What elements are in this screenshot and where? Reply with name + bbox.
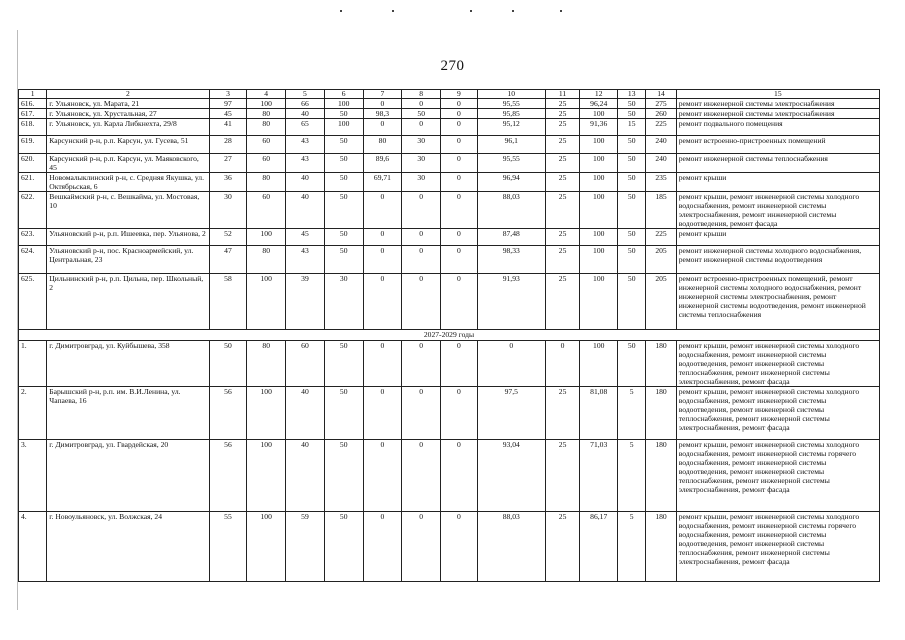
- cell-c4: 80: [247, 173, 286, 192]
- cell-c11: 25: [545, 387, 580, 440]
- cell-works: ремонт инженерной системы электроснабжения: [676, 109, 879, 119]
- cell-c10: 0: [477, 341, 545, 387]
- cell-c6: 50: [324, 136, 363, 154]
- cell-c3: 36: [209, 173, 247, 192]
- column-number-1: 1: [19, 90, 47, 99]
- cell-c8: 50: [402, 109, 441, 119]
- cell-c9: 0: [441, 440, 478, 512]
- cell-c5: 40: [286, 109, 325, 119]
- cell-c4: 80: [247, 246, 286, 274]
- cell-c14: 180: [646, 440, 676, 512]
- cell-c12: 100: [580, 154, 618, 173]
- cell-number: 624.: [19, 246, 47, 274]
- column-number-11: 11: [545, 90, 580, 99]
- cell-c8: 30: [402, 154, 441, 173]
- cell-c10: 95,55: [477, 99, 545, 109]
- cell-c7: 0: [363, 192, 402, 229]
- cell-c8: 0: [402, 229, 441, 246]
- column-number-12: 12: [580, 90, 618, 99]
- column-number-4: 4: [247, 90, 286, 99]
- cell-c14: 205: [646, 274, 676, 330]
- cell-c10: 91,93: [477, 274, 545, 330]
- cell-works: ремонт крыши, ремонт инженерной системы холодного водоснабжения, ремонт инженерной системы водоотведения, ремонт инженерной системы теплоснабжения, ремонт инженерной системы электроснабжения, ремонт фасада: [676, 341, 879, 387]
- cell-c14: 225: [646, 229, 676, 246]
- cell-c12: 86,17: [580, 512, 618, 582]
- cell-c7: 0: [363, 440, 402, 512]
- table-row: [19, 154, 880, 173]
- cell-c8: 0: [402, 274, 441, 330]
- cell-c5: 40: [286, 173, 325, 192]
- cell-c8: 0: [402, 387, 441, 440]
- cell-c14: 205: [646, 246, 676, 274]
- cell-c11: 25: [545, 440, 580, 512]
- cell-c6: 50: [324, 246, 363, 274]
- cell-c14: 180: [646, 341, 676, 387]
- column-number-7: 7: [363, 90, 402, 99]
- cell-c13: 15: [618, 119, 646, 136]
- table-row: [19, 387, 880, 440]
- cell-c8: 0: [402, 246, 441, 274]
- cell-c5: 39: [286, 274, 325, 330]
- cell-c5: 45: [286, 229, 325, 246]
- section-title: 2027-2029 годы: [19, 330, 880, 341]
- cell-c13: 50: [618, 173, 646, 192]
- cell-c4: 80: [247, 109, 286, 119]
- cell-address: г. Димитровград, ул. Гвардейская, 20: [47, 440, 209, 512]
- table-row: [19, 173, 880, 192]
- cell-c4: 60: [247, 192, 286, 229]
- section-row: [19, 330, 880, 341]
- cell-c9: 0: [441, 512, 478, 582]
- cell-c5: 43: [286, 136, 325, 154]
- column-number-row: [19, 90, 880, 99]
- cell-number: 622.: [19, 192, 47, 229]
- cell-number: 4.: [19, 512, 47, 582]
- cell-c5: 59: [286, 512, 325, 582]
- cell-works: ремонт встроенно-пристроенных помещений, ремонт инженерной системы холодного водоснабжения, ремонт инженерной системы электроснабжения, ремонт инженерной системы водоотведения, ремонт инженерной системы теплоснабжения: [676, 274, 879, 330]
- table-row: [19, 109, 880, 119]
- cell-number: 623.: [19, 229, 47, 246]
- cell-c3: 52: [209, 229, 247, 246]
- cell-c13: 50: [618, 109, 646, 119]
- cell-c10: 87,48: [477, 229, 545, 246]
- cell-c13: 50: [618, 154, 646, 173]
- cell-c3: 55: [209, 512, 247, 582]
- cell-c6: 50: [324, 154, 363, 173]
- cell-number: 1.: [19, 341, 47, 387]
- cell-c4: 100: [247, 440, 286, 512]
- cell-c13: 50: [618, 341, 646, 387]
- cell-c11: 25: [545, 99, 580, 109]
- cell-c5: 40: [286, 387, 325, 440]
- cell-c9: 0: [441, 274, 478, 330]
- table-row: [19, 512, 880, 582]
- cell-c11: 25: [545, 246, 580, 274]
- cell-c3: 50: [209, 341, 247, 387]
- registry-body: [19, 90, 880, 582]
- cell-c5: 65: [286, 119, 325, 136]
- column-number-13: 13: [618, 90, 646, 99]
- cell-c14: 240: [646, 136, 676, 154]
- registry-table: [18, 89, 880, 582]
- cell-c11: 25: [545, 154, 580, 173]
- cell-works: ремонт подвального помещения: [676, 119, 879, 136]
- cell-c8: 0: [402, 512, 441, 582]
- cell-c4: 60: [247, 154, 286, 173]
- cell-number: 618.: [19, 119, 47, 136]
- cell-c6: 30: [324, 274, 363, 330]
- cell-c14: 235: [646, 173, 676, 192]
- cell-c14: 260: [646, 109, 676, 119]
- cell-number: 619.: [19, 136, 47, 154]
- cell-c7: 0: [363, 387, 402, 440]
- cell-c12: 96,24: [580, 99, 618, 109]
- cell-c7: 0: [363, 99, 402, 109]
- page-number: 270: [440, 58, 465, 74]
- column-number-8: 8: [402, 90, 441, 99]
- cell-c6: 50: [324, 440, 363, 512]
- cell-c9: 0: [441, 109, 478, 119]
- cell-c14: 225: [646, 119, 676, 136]
- cell-c4: 100: [247, 229, 286, 246]
- cell-c13: 50: [618, 136, 646, 154]
- cell-works: ремонт крыши: [676, 229, 879, 246]
- cell-c12: 81,08: [580, 387, 618, 440]
- table-row: [19, 99, 880, 109]
- cell-c10: 96,1: [477, 136, 545, 154]
- cell-address: Карсунский р-н, р.п. Карсун, ул. Гусева, 51: [47, 136, 209, 154]
- cell-c12: 100: [580, 109, 618, 119]
- cell-c9: 0: [441, 246, 478, 274]
- cell-works: ремонт встроенно-пристроенных помещений: [676, 136, 879, 154]
- cell-number: 2.: [19, 387, 47, 440]
- cell-c6: 50: [324, 173, 363, 192]
- cell-c7: 98,3: [363, 109, 402, 119]
- cell-c10: 88,03: [477, 192, 545, 229]
- cell-c14: 185: [646, 192, 676, 229]
- cell-c4: 100: [247, 274, 286, 330]
- cell-c3: 58: [209, 274, 247, 330]
- cell-c14: 180: [646, 512, 676, 582]
- cell-c3: 97: [209, 99, 247, 109]
- cell-c12: 100: [580, 173, 618, 192]
- cell-c4: 60: [247, 136, 286, 154]
- cell-c6: 100: [324, 119, 363, 136]
- cell-c11: 25: [545, 119, 580, 136]
- cell-c13: 5: [618, 440, 646, 512]
- cell-c5: 43: [286, 154, 325, 173]
- cell-c6: 50: [324, 512, 363, 582]
- cell-c12: 71,03: [580, 440, 618, 512]
- column-number-5: 5: [286, 90, 325, 99]
- cell-c3: 41: [209, 119, 247, 136]
- cell-c9: 0: [441, 154, 478, 173]
- cell-c10: 95,55: [477, 154, 545, 173]
- cell-number: 617.: [19, 109, 47, 119]
- cell-c14: 240: [646, 154, 676, 173]
- cell-c13: 5: [618, 387, 646, 440]
- cell-c9: 0: [441, 192, 478, 229]
- cell-c12: 100: [580, 274, 618, 330]
- column-number-2: 2: [47, 90, 209, 99]
- cell-c10: 95,12: [477, 119, 545, 136]
- cell-c12: 100: [580, 341, 618, 387]
- cell-address: Барышский р-н, р.п. им. В.И.Ленина, ул. Чапаева, 16: [47, 387, 209, 440]
- cell-works: ремонт крыши, ремонт инженерной системы холодного водоснабжения, ремонт инженерной системы электроснабжения, ремонт инженерной системы водоотведения, ремонт фасада: [676, 192, 879, 229]
- cell-c3: 28: [209, 136, 247, 154]
- table-row: [19, 119, 880, 136]
- cell-number: 620.: [19, 154, 47, 173]
- cell-c7: 0: [363, 229, 402, 246]
- cell-c5: 40: [286, 440, 325, 512]
- cell-address: Карсунский р-н, р.п. Карсун, ул. Маяковского, 45: [47, 154, 209, 173]
- cell-number: 621.: [19, 173, 47, 192]
- column-number-6: 6: [324, 90, 363, 99]
- cell-c9: 0: [441, 229, 478, 246]
- cell-c7: 0: [363, 512, 402, 582]
- cell-c11: 25: [545, 274, 580, 330]
- cell-address: г. Ульяновск, ул. Хрустальная, 27: [47, 109, 209, 119]
- cell-c7: 0: [363, 119, 402, 136]
- cell-c4: 100: [247, 99, 286, 109]
- cell-c10: 96,94: [477, 173, 545, 192]
- cell-c7: 89,6: [363, 154, 402, 173]
- cell-c12: 100: [580, 229, 618, 246]
- cell-c3: 27: [209, 154, 247, 173]
- column-number-10: 10: [477, 90, 545, 99]
- cell-c11: 25: [545, 109, 580, 119]
- cell-c8: 0: [402, 440, 441, 512]
- cell-number: 3.: [19, 440, 47, 512]
- cell-number: 625.: [19, 274, 47, 330]
- cell-c3: 56: [209, 387, 247, 440]
- cell-c6: 50: [324, 387, 363, 440]
- cell-address: Вешкаймский р-н, с. Вешкайма, ул. Мостовая, 10: [47, 192, 209, 229]
- cell-c13: 50: [618, 192, 646, 229]
- cell-c10: 97,5: [477, 387, 545, 440]
- cell-works: ремонт крыши, ремонт инженерной системы холодного водоснабжения, ремонт инженерной системы горячего водоснабжения, ремонт инженерной системы водоотведения, ремонт инженерной системы теплоснабжения, ремонт инженерной системы электроснабжения, ремонт фасада: [676, 440, 879, 512]
- cell-c6: 50: [324, 192, 363, 229]
- cell-address: г. Ульяновск, ул. Марата, 21: [47, 99, 209, 109]
- cell-address: г. Новоульяновск, ул. Волжская, 24: [47, 512, 209, 582]
- cell-c6: 50: [324, 109, 363, 119]
- cell-c9: 0: [441, 173, 478, 192]
- cell-c9: 0: [441, 99, 478, 109]
- column-number-15: 15: [676, 90, 879, 99]
- cell-c5: 40: [286, 192, 325, 229]
- cell-c13: 50: [618, 246, 646, 274]
- cell-c8: 0: [402, 341, 441, 387]
- cell-c7: 69,71: [363, 173, 402, 192]
- cell-c12: 91,36: [580, 119, 618, 136]
- column-number-14: 14: [646, 90, 676, 99]
- cell-c11: 25: [545, 229, 580, 246]
- cell-c11: 25: [545, 136, 580, 154]
- cell-c5: 66: [286, 99, 325, 109]
- cell-c10: 95,85: [477, 109, 545, 119]
- cell-works: ремонт инженерной системы теплоснабжения: [676, 154, 879, 173]
- cell-c10: 88,03: [477, 512, 545, 582]
- cell-number: 616.: [19, 99, 47, 109]
- cell-works: ремонт крыши, ремонт инженерной системы холодного водоснабжения, ремонт инженерной системы горячего водоснабжения, ремонт инженерной системы водоотведения, ремонт инженерной системы теплоснабжения, ремонт инженерной системы электроснабжения, ремонт фасада: [676, 512, 879, 582]
- cell-c6: 50: [324, 341, 363, 387]
- cell-c4: 100: [247, 387, 286, 440]
- cell-c14: 275: [646, 99, 676, 109]
- cell-c3: 45: [209, 109, 247, 119]
- cell-works: ремонт крыши, ремонт инженерной системы холодного водоснабжения, ремонт инженерной системы водоотведения, ремонт инженерной системы теплоснабжения, ремонт инженерной системы электроснабжения, ремонт фасада: [676, 387, 879, 440]
- cell-c4: 100: [247, 512, 286, 582]
- cell-c11: 0: [545, 341, 580, 387]
- cell-c5: 60: [286, 341, 325, 387]
- table-row: [19, 274, 880, 330]
- cell-address: г. Димитровград, ул. Куйбышева, 358: [47, 341, 209, 387]
- cell-c9: 0: [441, 136, 478, 154]
- cell-c6: 100: [324, 99, 363, 109]
- cell-works: ремонт инженерной системы электроснабжения: [676, 99, 879, 109]
- cell-c12: 100: [580, 246, 618, 274]
- cell-works: ремонт крыши: [676, 173, 879, 192]
- cell-c4: 80: [247, 119, 286, 136]
- cell-c12: 100: [580, 192, 618, 229]
- cell-c9: 0: [441, 119, 478, 136]
- cell-works: ремонт инженерной системы холодного водоснабжения, ремонт инженерной системы водоотведения: [676, 246, 879, 274]
- cell-c5: 43: [286, 246, 325, 274]
- cell-c10: 93,04: [477, 440, 545, 512]
- cell-c8: 0: [402, 192, 441, 229]
- cell-c8: 30: [402, 173, 441, 192]
- table-row: [19, 341, 880, 387]
- cell-c13: 5: [618, 512, 646, 582]
- scan-artifacts: [0, 0, 905, 12]
- cell-address: Цильнинский р-н, р.п. Цильна, пер. Школьный, 2: [47, 274, 209, 330]
- cell-c7: 0: [363, 246, 402, 274]
- cell-c7: 0: [363, 274, 402, 330]
- cell-c8: 30: [402, 136, 441, 154]
- cell-c4: 80: [247, 341, 286, 387]
- cell-address: Новомалыклинский р-н, с. Средняя Якушка, ул. Октябрьская, 6: [47, 173, 209, 192]
- cell-c6: 50: [324, 229, 363, 246]
- cell-c7: 0: [363, 341, 402, 387]
- cell-c8: 0: [402, 99, 441, 109]
- column-number-3: 3: [209, 90, 247, 99]
- cell-address: Ульяновский р-н, пос. Красноармейский, ул. Центральная, 23: [47, 246, 209, 274]
- table-row: [19, 246, 880, 274]
- cell-c13: 50: [618, 229, 646, 246]
- table-row: [19, 440, 880, 512]
- table-row: [19, 136, 880, 154]
- cell-c9: 0: [441, 341, 478, 387]
- cell-c7: 80: [363, 136, 402, 154]
- cell-c11: 25: [545, 192, 580, 229]
- cell-c13: 50: [618, 99, 646, 109]
- table-row: [19, 192, 880, 229]
- column-number-9: 9: [441, 90, 478, 99]
- cell-c11: 25: [545, 173, 580, 192]
- cell-c12: 100: [580, 136, 618, 154]
- cell-c3: 47: [209, 246, 247, 274]
- cell-c3: 30: [209, 192, 247, 229]
- cell-c9: 0: [441, 387, 478, 440]
- table-row: [19, 229, 880, 246]
- cell-c11: 25: [545, 512, 580, 582]
- cell-address: Ульяновский р-н, р.п. Ишеевка, пер. Ульянова, 2: [47, 229, 209, 246]
- cell-c3: 56: [209, 440, 247, 512]
- cell-c13: 50: [618, 274, 646, 330]
- cell-c10: 98,33: [477, 246, 545, 274]
- cell-c14: 180: [646, 387, 676, 440]
- cell-c8: 0: [402, 119, 441, 136]
- cell-address: г. Ульяновск, ул. Карла Либкнехта, 29/8: [47, 119, 209, 136]
